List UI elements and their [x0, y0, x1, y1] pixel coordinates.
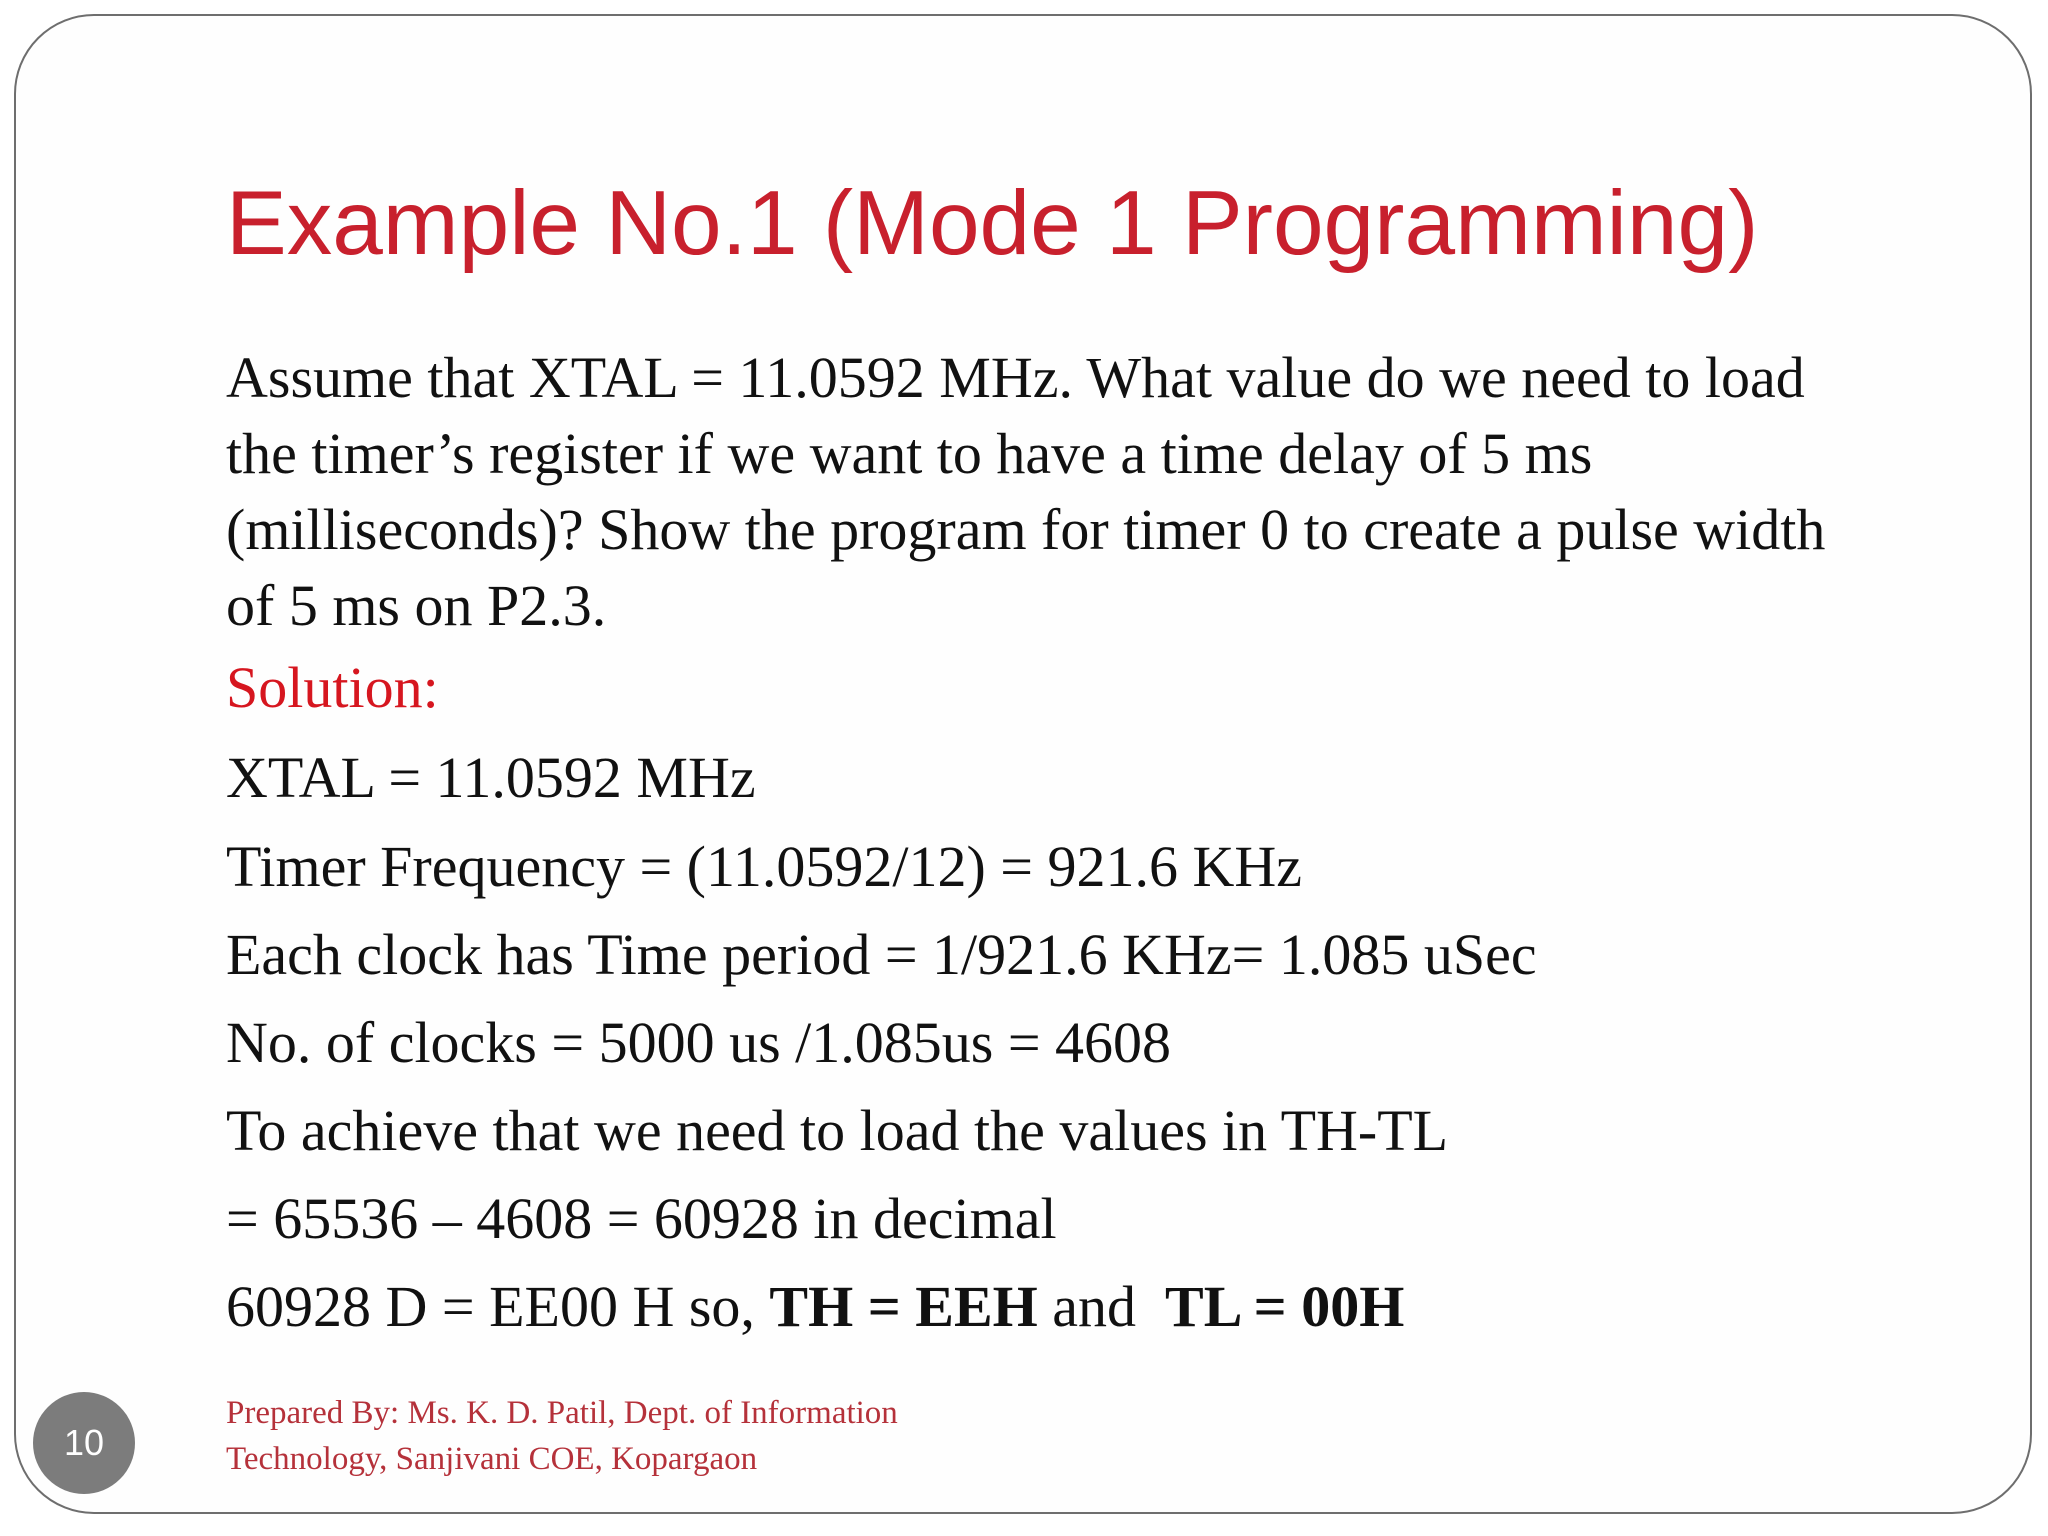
- tl-value: TL = 00H: [1165, 1274, 1405, 1339]
- solution-label: Solution:: [226, 655, 439, 720]
- timer-frequency-line: Timer Frequency = (11.0592/12) = 921.6 KHz: [226, 834, 1303, 899]
- clock-count-line: No. of clocks = 5000 us /1.085us = 4608: [226, 1010, 1172, 1075]
- final-result-prefix: 60928 D = EE00 H so,: [226, 1274, 770, 1339]
- slide-title: Example No.1 (Mode 1 Programming): [226, 173, 1759, 274]
- problem-statement: Assume that XTAL = 11.0592 MHz. What value do we need to load the timer’s register if we want to have a time delay of 5 ms (milliseconds)? Show the program for timer 0 to create a pulse width of 5 ms on P2.3.: [226, 345, 1826, 638]
- footer-line-2: Technology, Sanjivani COE, Kopargaon: [226, 1441, 758, 1477]
- th-value: TH = EEH: [769, 1274, 1038, 1339]
- load-values-line: To achieve that we need to load the values in TH-TL: [226, 1098, 1449, 1163]
- decimal-result-line: = 65536 – 4608 = 60928 in decimal: [226, 1186, 1057, 1251]
- footer-credit: [226, 1390, 898, 1482]
- final-result-middle: and: [1037, 1274, 1166, 1339]
- page-number-badge: [33, 1392, 135, 1494]
- final-result-line: [226, 1274, 1404, 1341]
- page-number: 10: [63, 1422, 105, 1463]
- xtal-line: XTAL = 11.0592 MHz: [226, 745, 756, 810]
- time-period-line: Each clock has Time period = 1/921.6 KHz= 1.085 uSec: [226, 922, 1537, 987]
- footer-line-1: Prepared By: Ms. K. D. Patil, Dept. of Information: [226, 1395, 898, 1431]
